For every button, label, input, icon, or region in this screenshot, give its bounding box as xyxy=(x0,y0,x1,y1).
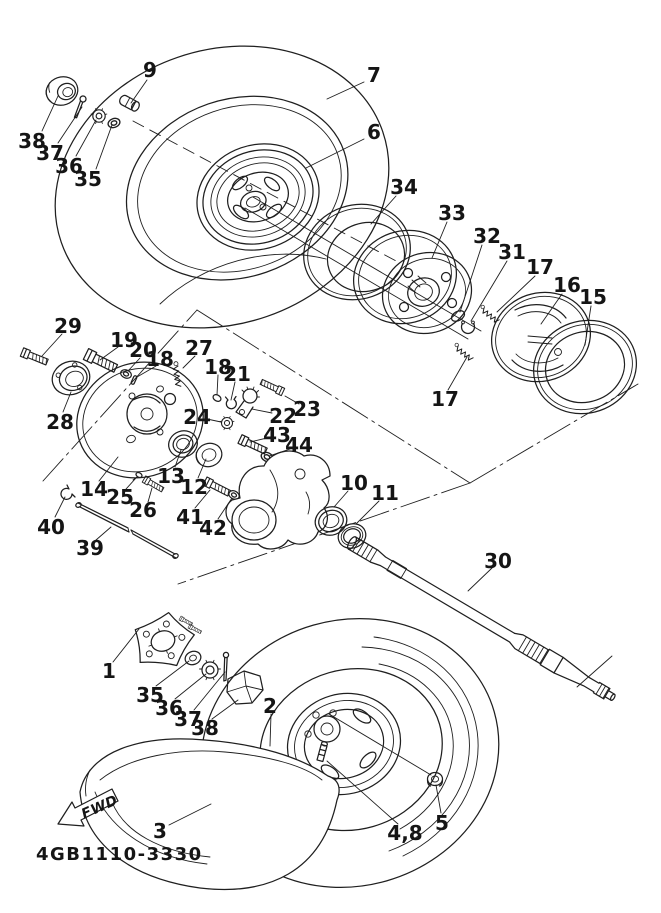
callout-13: 13 xyxy=(157,464,185,488)
leader-line-16 xyxy=(541,294,562,324)
callout-24: 24 xyxy=(183,405,211,429)
callout-26: 26 xyxy=(129,498,157,522)
callout-38: 38 xyxy=(18,129,46,153)
callout-36: 36 xyxy=(155,696,183,720)
tire-front-shell-3 xyxy=(80,739,339,890)
callout-9: 9 xyxy=(143,58,157,82)
seal-ring-15 xyxy=(521,307,649,428)
leader-line-40 xyxy=(55,497,65,517)
bolt-23 xyxy=(260,378,285,395)
leader-line-36 xyxy=(76,120,96,156)
plate-cam-boss xyxy=(165,394,176,405)
stud-nut-axis xyxy=(329,714,431,775)
axle-shaft-30 xyxy=(345,534,619,706)
callout-20: 20 xyxy=(129,338,157,362)
drum-stud xyxy=(404,269,413,278)
callout-18: 18 xyxy=(146,347,174,371)
callout-44: 44 xyxy=(285,433,313,457)
callout-17: 17 xyxy=(431,387,459,411)
cotter-pin-37-top xyxy=(69,95,89,119)
callout-5: 5 xyxy=(435,811,449,835)
callout-4,8: 4,8 xyxy=(387,821,423,845)
callout-7: 7 xyxy=(367,63,381,87)
drum-stud xyxy=(400,303,409,312)
callout-36: 36 xyxy=(55,154,83,178)
tire-top-shading-arc xyxy=(160,254,326,304)
hub-cap-38-bottom xyxy=(227,671,263,704)
callout-23: 23 xyxy=(293,397,321,421)
callout-11: 11 xyxy=(371,481,399,505)
callout-37: 37 xyxy=(36,141,64,165)
leader-line-17 xyxy=(448,357,467,390)
callout-12: 12 xyxy=(180,475,208,499)
callout-29: 29 xyxy=(54,314,82,338)
nut-9 xyxy=(118,94,141,112)
washer-35-bottom xyxy=(183,649,202,667)
rim-top xyxy=(182,128,333,267)
spring-17-lower xyxy=(452,343,474,362)
callout-32: 32 xyxy=(473,224,501,248)
rim-slot xyxy=(357,749,378,770)
nut-24 xyxy=(220,416,234,429)
drum-stud xyxy=(448,299,457,308)
fwd-label: FWD xyxy=(79,792,121,823)
callout-18: 18 xyxy=(204,355,232,379)
callout-19: 19 xyxy=(110,328,138,352)
bolt-29 xyxy=(20,348,48,366)
callout-37: 37 xyxy=(174,707,202,731)
callout-1: 1 xyxy=(102,659,116,683)
callout-40: 40 xyxy=(37,515,65,539)
washer-35-top xyxy=(107,117,121,129)
panel-line-middle xyxy=(197,310,470,483)
callout-2: 2 xyxy=(263,694,277,718)
rim-slot xyxy=(262,175,282,193)
callout-14: 14 xyxy=(80,477,108,501)
leader-line-9 xyxy=(131,80,147,103)
camshaft-22 xyxy=(236,387,260,418)
callout-38: 38 xyxy=(191,716,219,740)
callout-21: 21 xyxy=(223,362,251,386)
callout-43: 43 xyxy=(263,423,291,447)
callout-22: 22 xyxy=(269,404,297,428)
callout-33: 33 xyxy=(438,201,466,225)
callout-31: 31 xyxy=(498,240,526,264)
callout-15: 15 xyxy=(579,285,607,309)
callout-3: 3 xyxy=(153,819,167,843)
callout-17: 17 xyxy=(526,255,554,279)
castle-nut-36-top xyxy=(91,109,107,124)
rim-stud-hole xyxy=(246,185,252,191)
construction-lines xyxy=(43,121,638,775)
callout-41: 41 xyxy=(176,505,204,529)
callout-42: 42 xyxy=(199,516,227,540)
callout-28: 28 xyxy=(46,410,74,434)
leader-line-5 xyxy=(436,785,441,813)
callout-6: 6 xyxy=(367,120,381,144)
callout-10: 10 xyxy=(340,471,368,495)
callout-35: 35 xyxy=(136,683,164,707)
panel-line-right xyxy=(470,384,638,483)
hub-align-line-2 xyxy=(245,208,468,339)
valve-4-8 xyxy=(317,741,328,761)
callout-layer xyxy=(18,58,607,845)
callout-30: 30 xyxy=(484,549,512,573)
clip-25 xyxy=(133,471,143,480)
wheel-hub-1 xyxy=(127,607,202,677)
bearing-housing xyxy=(226,451,330,549)
callout-35: 35 xyxy=(74,167,102,191)
callout-25: 25 xyxy=(106,485,134,509)
callout-16: 16 xyxy=(553,273,581,297)
callout-34: 34 xyxy=(390,175,418,199)
leader-line-35 xyxy=(96,125,112,169)
hub-cap-38-top xyxy=(42,72,82,109)
rim-slot xyxy=(351,706,373,726)
leader-line-37 xyxy=(58,107,82,143)
leader-line-1 xyxy=(113,629,139,662)
clip-40 xyxy=(61,485,75,499)
drum-stud xyxy=(442,273,451,282)
hub-28 xyxy=(48,356,95,400)
leader-line-6 xyxy=(306,139,364,168)
part-number: 4GB1110-3330 xyxy=(36,844,203,865)
callout-27: 27 xyxy=(185,336,213,360)
callout-39: 39 xyxy=(76,536,104,560)
rim-stud xyxy=(313,712,319,718)
